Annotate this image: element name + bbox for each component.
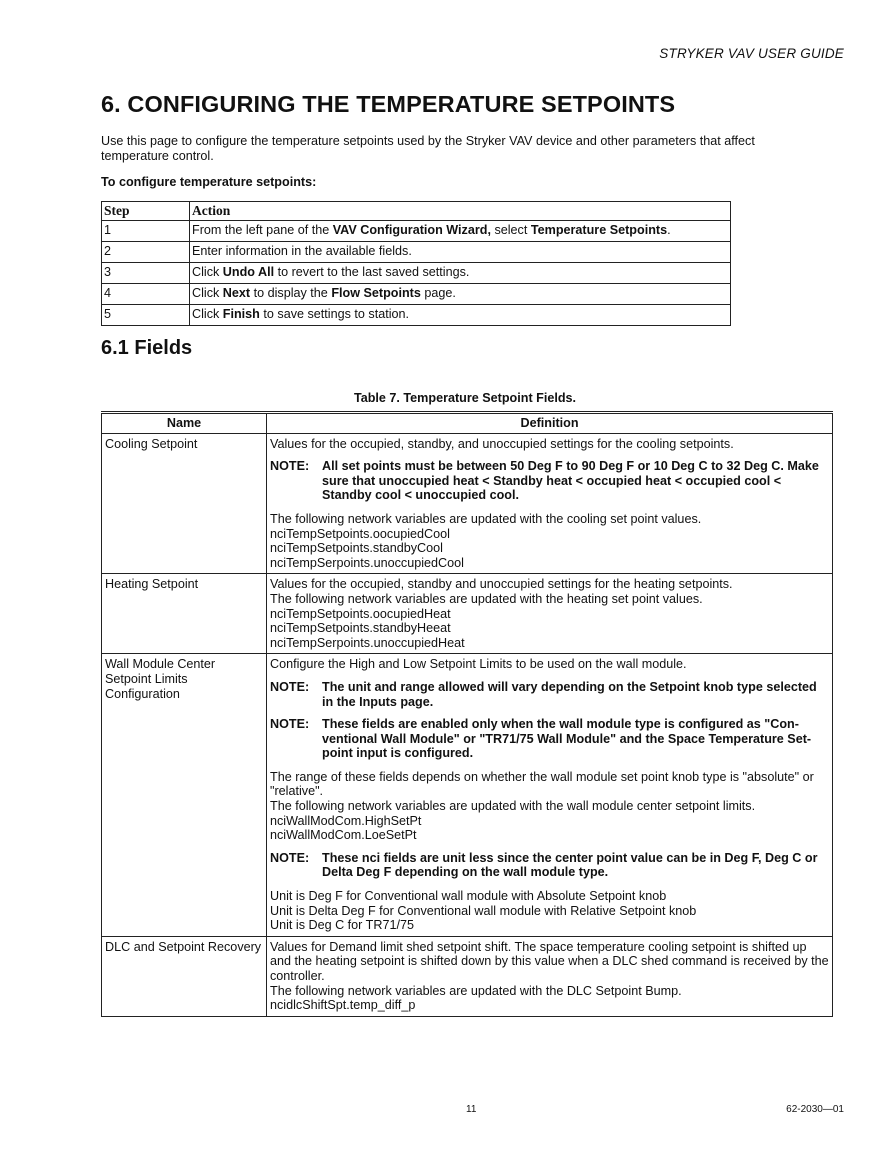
network-variable: nciTempSerpoints.unoccupiedHeat xyxy=(270,635,465,650)
steps-header-step: Step xyxy=(102,202,190,221)
note-text: These nci fields are unit less since the center point value can be in Deg F, Deg C or Delta Deg F depending on the wall module type. xyxy=(322,850,818,880)
network-variable: nciTempSetpoints.standbyCool xyxy=(270,541,443,556)
steps-row xyxy=(102,263,731,284)
fields-header-name: Name xyxy=(102,413,267,434)
step-emphasis: Undo All xyxy=(222,265,275,279)
unit-line: Unit is Deg F for Conventional wall module with Absolute Setpoint knob xyxy=(270,889,667,904)
field-description: Configure the High and Low Setpoint Limits to be used on the wall module. xyxy=(270,657,687,672)
step-number: 3 xyxy=(102,263,190,284)
step-emphasis: Next xyxy=(222,286,251,300)
field-name: DLC and Setpoint Recovery xyxy=(102,936,267,1016)
step-text: to save settings to station. xyxy=(259,307,409,321)
note-label: NOTE: xyxy=(270,717,310,732)
note xyxy=(270,680,829,709)
field-definition xyxy=(267,654,833,937)
steps-row xyxy=(102,305,731,326)
steps-header-action: Action xyxy=(190,202,731,221)
field-definition xyxy=(267,936,833,1016)
step-text: to display the xyxy=(250,286,332,300)
vars-intro: The following network variables are updated with the wall module center setpoint limits. xyxy=(270,799,756,814)
vars-intro: The following network variables are updated with the heating set point values. xyxy=(270,591,703,606)
fields-table xyxy=(101,411,833,1017)
field-definition xyxy=(267,433,833,574)
network-variable: nciTempSetpoints.standbyHeeat xyxy=(270,621,451,636)
procedure-heading: To configure temperature setpoints: xyxy=(101,175,317,189)
step-action xyxy=(190,263,731,284)
table-caption: Table 7. Temperature Setpoint Fields. xyxy=(353,391,577,405)
page-number: 11 xyxy=(466,1104,477,1115)
field-row-dlc xyxy=(102,936,833,1016)
step-text: Click xyxy=(192,265,223,279)
note-text: The unit and range allowed will vary depending on the Setpoint knob type selected in the Inputs page. xyxy=(322,679,817,709)
step-text: page. xyxy=(420,286,456,300)
steps-row xyxy=(102,284,731,305)
step-action xyxy=(190,242,731,263)
field-name: Wall Module Center Setpoint Limits Configuration xyxy=(102,654,267,937)
network-variable: nciWallModCom.LoeSetPt xyxy=(270,828,417,843)
step-text: to revert to the last saved settings. xyxy=(274,265,470,279)
fields-header-definition: Definition xyxy=(267,413,833,434)
field-description: Values for the occupied, standby and unoccupied settings for the heating setpoints. xyxy=(270,577,733,592)
network-variable: nciTempSerpoints.unoccupiedCool xyxy=(270,555,464,570)
field-row-heating xyxy=(102,574,833,654)
field-description: Values for Demand limit shed setpoint shift. The space temperature cooling setpoint is shifted up and the heating setpoint is shifted down by this value when a DLC shed command is received by the controller. xyxy=(270,939,829,983)
fields-header-row xyxy=(102,413,833,434)
field-name: Cooling Setpoint xyxy=(102,433,267,574)
network-variable: nciTempSetpoints.oocupiedCool xyxy=(270,526,450,541)
note-text: All set points must be between 50 Deg F to 90 Deg F or 10 Deg C to 32 Deg C. Make sure that unoccupied heat < Standby heat < occupied heat < occupied cool < Standby cool < unoccupied cool. xyxy=(322,459,819,503)
step-emphasis: VAV Configuration Wizard, xyxy=(332,223,491,237)
step-text: . xyxy=(667,223,671,237)
step-action xyxy=(190,284,731,305)
document-number: 62-2030—01 xyxy=(786,1104,844,1115)
unit-line: Unit is Deg C for TR71/75 xyxy=(270,918,414,933)
note-label: NOTE: xyxy=(270,679,310,694)
step-number: 4 xyxy=(102,284,190,305)
intro-paragraph: Use this page to configure the temperature setpoints used by the Stryker VAV device and other parameters that affect temperature control. xyxy=(101,134,755,163)
step-text: select xyxy=(490,223,531,237)
note xyxy=(270,851,829,880)
steps-table xyxy=(101,201,731,326)
step-text: Enter information in the available fields. xyxy=(192,244,412,258)
step-number: 5 xyxy=(102,305,190,326)
step-text: Click xyxy=(192,286,223,300)
step-action xyxy=(190,305,731,326)
step-number: 2 xyxy=(102,242,190,263)
step-text: Click xyxy=(192,307,223,321)
step-emphasis: Temperature Setpoints xyxy=(530,223,668,237)
step-action xyxy=(190,221,731,242)
unit-line: Unit is Delta Deg F for Conventional wall module with Relative Setpoint knob xyxy=(270,903,697,918)
range-text: The range of these fields depends on whether the wall module set point knob type is "absolute" or "relative". xyxy=(270,769,814,799)
steps-row xyxy=(102,242,731,263)
steps-header-row xyxy=(102,202,731,221)
vars-intro: The following network variables are updated with the cooling set point values. xyxy=(270,511,702,526)
network-variable: nciTempSetpoints.oocupiedHeat xyxy=(270,606,451,621)
note xyxy=(270,459,829,503)
note xyxy=(270,717,829,761)
step-emphasis: Flow Setpoints xyxy=(331,286,421,300)
network-variable: nciWallModCom.HighSetPt xyxy=(270,813,422,828)
note-text: These fields are enabled only when the wall module type is configured as "Con-ventional Wall Module" or "TR71/75 Wall Module" and the Space Temperature Set-point input is configured. xyxy=(322,717,812,761)
note-label: NOTE: xyxy=(270,850,310,865)
field-definition xyxy=(267,574,833,654)
field-row-wall-module xyxy=(102,654,833,937)
vars-intro: The following network variables are updated with the DLC Setpoint Bump. xyxy=(270,983,682,998)
steps-row xyxy=(102,221,731,242)
network-variable: ncidlcShiftSpt.temp_diff_p xyxy=(270,998,416,1013)
field-description: Values for the occupied, standby, and unoccupied settings for the cooling setpoints. xyxy=(270,436,734,451)
subsection-title: 6.1 Fields xyxy=(101,337,193,359)
step-text: From the left pane of the xyxy=(192,223,333,237)
section-title: 6. CONFIGURING THE TEMPERATURE SETPOINTS xyxy=(101,91,676,117)
step-number: 1 xyxy=(102,221,190,242)
note-label: NOTE: xyxy=(270,459,310,474)
step-emphasis: Finish xyxy=(222,307,260,321)
field-row-cooling xyxy=(102,433,833,574)
field-name: Heating Setpoint xyxy=(102,574,267,654)
running-header: STRYKER VAV USER GUIDE xyxy=(659,46,844,61)
